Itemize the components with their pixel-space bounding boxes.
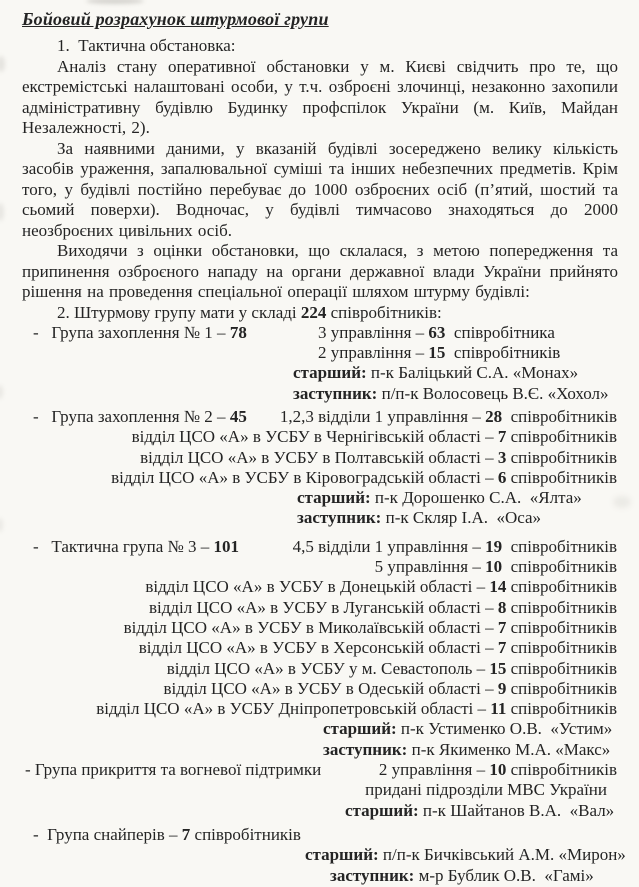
group3-unit-line: відділ ЦСО «А» в УСБУ в Луганській області – 8 співробітників bbox=[148, 597, 617, 617]
scan-artifact bbox=[0, 203, 4, 221]
group2-header-unit: 1,2,3 відділи 1 управління – 28 співробітників bbox=[279, 406, 617, 426]
group3-header-unit: 4,5 відділи 1 управління – 19 співробітників bbox=[292, 536, 617, 556]
group3-name: - Тактична група № 3 – 101 bbox=[33, 536, 240, 556]
paragraph-building-contents: За наявними даними, у вказаній будівлі зосереджено велику кількість засобів ураження, запалювальної суміші та інших небезпечних предметів. Крім того, у будівлі постійно перебуває до 1000 озброєних осіб (п’ятий, шостий та сьомий поверхи). Водночас, у будівлі тимчасово знаходяться до 2000 неозброєних цивільних осіб. bbox=[22, 138, 618, 240]
group1-header-line bbox=[0, 323, 639, 343]
group2-unit-line: відділ ЦСО «А» в УСБУ в Кіровоградській області – 6 співробітників bbox=[111, 467, 617, 487]
group3-unit-line: відділ ЦСО «А» в УСБУ Дніпропетровській області – 11 співробітників bbox=[96, 699, 617, 719]
group1-deputy-officer-line: заступник: п/п-к Волосовець В.Є. «Хохол» bbox=[293, 383, 609, 403]
group1-name: - Група захоплення № 1 – 78 bbox=[33, 322, 247, 342]
paragraph-decision: Виходячи з оцінки обстановки, що склалася, з метою попередження та припинення озброєного нападу на органи державної влади України прийнято рішення на проведення спеціальної операції шляхом штурму будівлі: bbox=[22, 241, 618, 301]
group2-header-line bbox=[0, 407, 639, 427]
scan-artifact bbox=[86, 0, 144, 4]
scan-artifact bbox=[0, 56, 5, 72]
document-title: Бойовий розрахунок штурмової групи bbox=[22, 9, 329, 29]
group2-deputy-officer-line: заступник: п-к Скляр І.А. «Оса» bbox=[297, 508, 542, 528]
group2-name: - Група захоплення № 2 – 45 bbox=[33, 406, 247, 426]
group4-header-unit: 2 управління – 10 співробітників bbox=[378, 760, 617, 780]
group4-attached-units-line: придані підрозділи МВС України bbox=[365, 780, 607, 800]
group4-header-line bbox=[0, 760, 639, 780]
group1-unit-line: 2 управління – 15 співробітників bbox=[318, 343, 561, 363]
group2-unit-line: відділ ЦСО «А» в УСБУ в Чернігівській області – 7 співробітників bbox=[131, 427, 617, 447]
group2-senior-officer-line: старший: п-к Дорошенко С.А. «Ялта» bbox=[297, 488, 582, 508]
group5-senior-officer-line: старший: п/п-к Бичківський А.М. «Мирон» bbox=[305, 845, 626, 865]
group4-name: - Група прикриття та вогневої підтримки bbox=[25, 760, 322, 780]
group3-deputy-officer-line: заступник: п-к Якименко М.А. «Макс» bbox=[323, 739, 611, 759]
group3-unit-line: відділ ЦСО «А» в УСБУ в Херсонській області – 7 співробітників bbox=[138, 638, 617, 658]
group5-deputy-officer-line: заступник: м-р Бублик О.В. «Гамі» bbox=[330, 865, 594, 885]
group5-header-line: - Група снайперів – 7 співробітників bbox=[33, 824, 301, 844]
section2-heading: 2. Штурмову групу мати у складі 224 співробітників: bbox=[57, 302, 442, 322]
group3-unit-line: відділ ЦСО «А» в УСБУ в Одеській області – 9 співробітників bbox=[163, 678, 617, 698]
group3-unit-line: відділ ЦСО «А» в УСБУ у м. Севастополь – 15 співробітників bbox=[166, 658, 617, 678]
group3-senior-officer-line: старший: п-к Устименко О.В. «Устим» bbox=[323, 719, 613, 739]
group2-unit-line: відділ ЦСО «А» в УСБУ в Полтавській області – 3 співробітників bbox=[140, 447, 617, 467]
group3-unit-line: відділ ЦСО «А» в УСБУ в Миколаївській області – 7 співробітників bbox=[123, 617, 617, 637]
paragraph-situation-analysis: Аналіз стану оперативної обстановки у м. Києві свідчить про те, що екстремістські налаштовані особи, у т.ч. озброєні злочинці, незаконно захопили адміністративну будівлю Будинку профспілок України (м. Київ, Майдан Незалежності, 2). bbox=[22, 56, 618, 137]
group3-unit-line: відділ ЦСО «А» в УСБУ в Донецькій області – 14 співробітників bbox=[145, 577, 617, 597]
group4-senior-officer-line: старший: п-к Шайтанов В.А. «Вал» bbox=[345, 800, 615, 820]
group1-senior-officer-line: старший: п-к Баліцький С.А. «Монах» bbox=[293, 363, 579, 383]
group3-unit-line: 5 управління – 10 співробітників bbox=[374, 557, 617, 577]
group1-unit-line: 3 управління – 63 співробітника bbox=[318, 322, 555, 342]
group3-header-line bbox=[0, 537, 639, 557]
section1-heading: 1. Тактична обстановка: bbox=[57, 36, 236, 55]
